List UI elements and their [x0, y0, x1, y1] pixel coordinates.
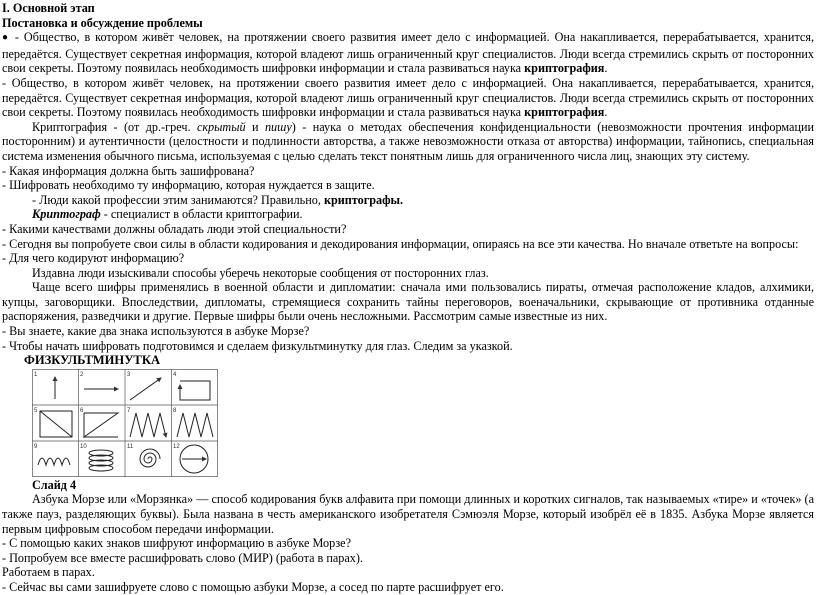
figure-label-9: 9 [34, 443, 38, 450]
task-decode-word: - Попробуем все вместе расшифровать слово (МИР) (работа в парах). [2, 550, 363, 565]
figure-label-4: 4 [173, 371, 177, 378]
figure-label-10: 10 [80, 443, 87, 450]
task-encode-word: - Сейчас вы сами зашифруете слово с помощью азбуки Морзе, а сосед по парте расшифрует его. [2, 580, 504, 594]
question-profession: - Люди какой профессии этим занимаются? Правильно, криптографы. [32, 192, 404, 207]
section-heading: I. Основной этап [2, 1, 95, 15]
physminute-title: ФИЗКУЛЬТМИНУТКА [24, 353, 161, 368]
answer-encrypt: - Шифровать необходимо ту информацию, которая нуждается в защите. [2, 178, 375, 193]
question-what-info: - Какая информация должна быть зашифрована? [2, 163, 255, 178]
question-today: - Сегодня вы попробуете свои силы в области кодирования и декодирования информации, опираясь на все эти качества. Но вначале ответьте на вопросы: [2, 236, 799, 251]
definition-cryptographer: Криптограф - специалист в области криптографии. [32, 207, 303, 222]
eye-exercise-intro: - Чтобы начать шифровать подготовимся и сделаем физкультминутку для глаз. Следим за указкой. [2, 338, 513, 353]
history-paragraph: Чаще всего шифры применялись в военной области и дипломатии: сначала ими пользовались пираты, отмечая расположение кладов, алхимики, купцы, заговорщики. Впоследствии, дипломаты, стремящиеся сохранить тайны переговоров, военачальники, скрывающие от противника отданные распоряжения, разведчики и другие. Первые шифры были очень несложными. Рассмотрим самые известные из них. [2, 280, 814, 324]
figure-label-2: 2 [80, 371, 84, 378]
paragraph-cryptography-definition: Криптография - (от др.-греч. скрытый и пишу) - наука о методах обеспечения конфиденциальности (невозможности прочтения информации посторонним) и аутентичности (целостности и подлинности авторства, а также невозможности отказа от авторства) информации, тайнопись, специальная система изменения обычного письма, используемая с целью сделать текст понятным лишь для ограниченного числа лиц, знающих эту систему. [2, 119, 815, 163]
figure-label-5: 5 [34, 407, 38, 414]
figure-label-3: 3 [127, 371, 131, 378]
bullet-icon: ● [2, 32, 10, 44]
history-line: Издавна люди изыскивали способы уберечь некоторые сообщения от посторонних глаз. [32, 265, 489, 280]
paragraph-intro-bullet: ● - Общество, в котором живёт человек, на протяжении своего развития имеет дело с информацией. Она накапливается, перерабатывается, хранится, передаётся. Существует секретная информация, которой владеют лишь ограниченный круг специалистов. Люди всегда стремились скрыть от посторонних свои секреты. Поэтому появилась необходимость шифровки информации и стала развиваться наука криптография. [2, 30, 814, 76]
question-qualities: - Какими качествами должны обладать люди этой специальности? [2, 221, 347, 236]
eye-exercise-figure [32, 369, 218, 477]
slide-number: Слайд 4 [32, 477, 77, 492]
figure-label-1: 1 [34, 371, 38, 378]
question-why-encode: - Для чего кодируют информацию? [2, 251, 185, 266]
eye-exercise-diagram [32, 369, 218, 477]
figure-label-7: 7 [127, 407, 131, 414]
question-morse-signs: - Вы знаете, какие два знака используются в азбуке Морзе? [2, 324, 310, 339]
figure-label-12: 12 [173, 443, 180, 450]
question-morse-signs-2: - С помощью каких знаков шифруют информацию в азбуке Морзе? [2, 536, 351, 551]
figure-label-11: 11 [127, 443, 134, 450]
figure-label-6: 6 [80, 407, 84, 414]
figure-label-8: 8 [173, 407, 177, 414]
morse-paragraph: Азбука Морзе или «Морзянка» — способ кодирования букв алфавита при помощи длинных и коротких сигналов, так называемых «тире» и «точек» (а также пауз, разделяющих буквы). Была названа в честь американского изобретателя Сэмюэля Морзе, который изобрёл её в 1835. Азбука Морзе является первым цифровым способом передачи информации. [2, 492, 814, 536]
work-in-pairs: Работаем в парах. [2, 565, 95, 580]
section-subheading: Постановка и обсуждение проблемы [2, 15, 203, 30]
paragraph-intro: - Общество, в котором живёт человек, на протяжении своего развития имеет дело с информацией. Она накапливается, перерабатывается, хранится, передаётся. Существует секретная информация, которой владеют лишь ограниченный круг специалистов. Люди всегда стремились скрыть от посторонних свои секреты. Поэтому появилась необходимость шифровки информации и стала развиваться наука криптография. [2, 75, 814, 120]
document-page [2, 1, 814, 595]
